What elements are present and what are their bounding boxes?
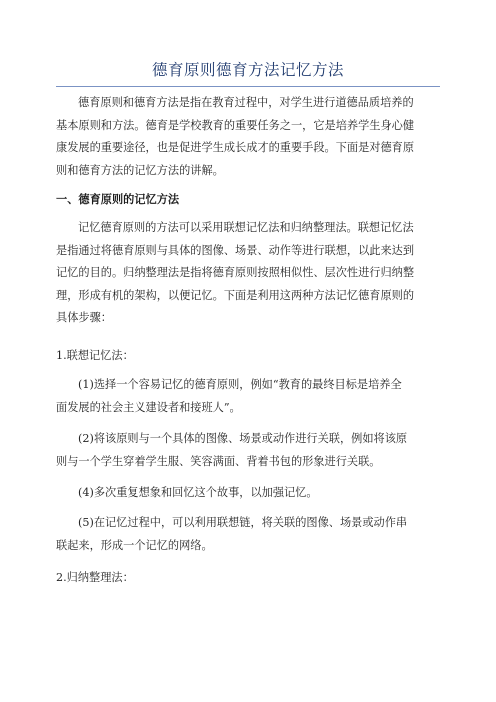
step-line: (4)多次重复想象和回忆这个故事，以加强记忆。: [78, 486, 318, 499]
step-line: 则与一个学生穿着学生服、笑容满面、背着书包的形象进行关联。: [56, 454, 381, 468]
step-line: (1)选择一个容易记忆的德育原则，例如“教育的最终目标是培养全: [78, 378, 402, 391]
method-label: 2.归纳整理法：: [56, 571, 134, 584]
step-line: 面发展的社会主义建设者和接班人”。: [56, 400, 241, 414]
step-paragraph: [56, 482, 448, 505]
section-line: 是指通过将德育原则与具体的图像、场景、动作等进行联想，以此来达到: [56, 243, 415, 257]
intro-line: 康发展的重要途径，也是促进学生成长成才的重要手段。下面是对德育原: [56, 141, 415, 155]
section-line: 记忆的目的。归纳整理法是指将德育原则按照相似性、层次性进行归纳整: [56, 266, 415, 280]
section-paragraph: [56, 217, 448, 330]
step-paragraph: [56, 428, 448, 473]
page-title: 德育原则德育方法记忆方法: [151, 61, 344, 79]
title-divider: [56, 86, 440, 87]
step-line: (2)将该原则与一个具体的图像、场景或动作进行关联，例如将该原: [78, 432, 408, 445]
step-paragraph: [56, 512, 448, 557]
section-heading: 一、德育原则的记忆方法: [56, 193, 180, 206]
intro-line: 基本原则和方法。德育是学校教育的重要任务之一，它是培养学生身心健: [56, 118, 415, 132]
section-line: 具体步骤：: [56, 311, 112, 325]
section-line: 理，形成有机的架构，以便记忆。下面是利用这两种方法记忆德育原则的: [56, 288, 415, 302]
method-label: 1.联想记忆法：: [56, 349, 134, 362]
step-paragraph: [56, 374, 448, 419]
section-line: 记忆德育原则的方法可以采用联想记忆法和归纳整理法。联想记忆法: [78, 221, 414, 234]
step-line: 联起来，形成一个记忆的网络。: [56, 538, 213, 552]
intro-line: 德育原则和德育方法是指在教育过程中，对学生进行道德品质培养的: [78, 96, 414, 109]
intro-paragraph: [56, 92, 448, 182]
intro-line: 则和德育方法的记忆方法的讲解。: [56, 163, 224, 177]
step-line: (5)在记忆过程中，可以利用联想链，将关联的图像、场景或动作串: [78, 516, 408, 529]
